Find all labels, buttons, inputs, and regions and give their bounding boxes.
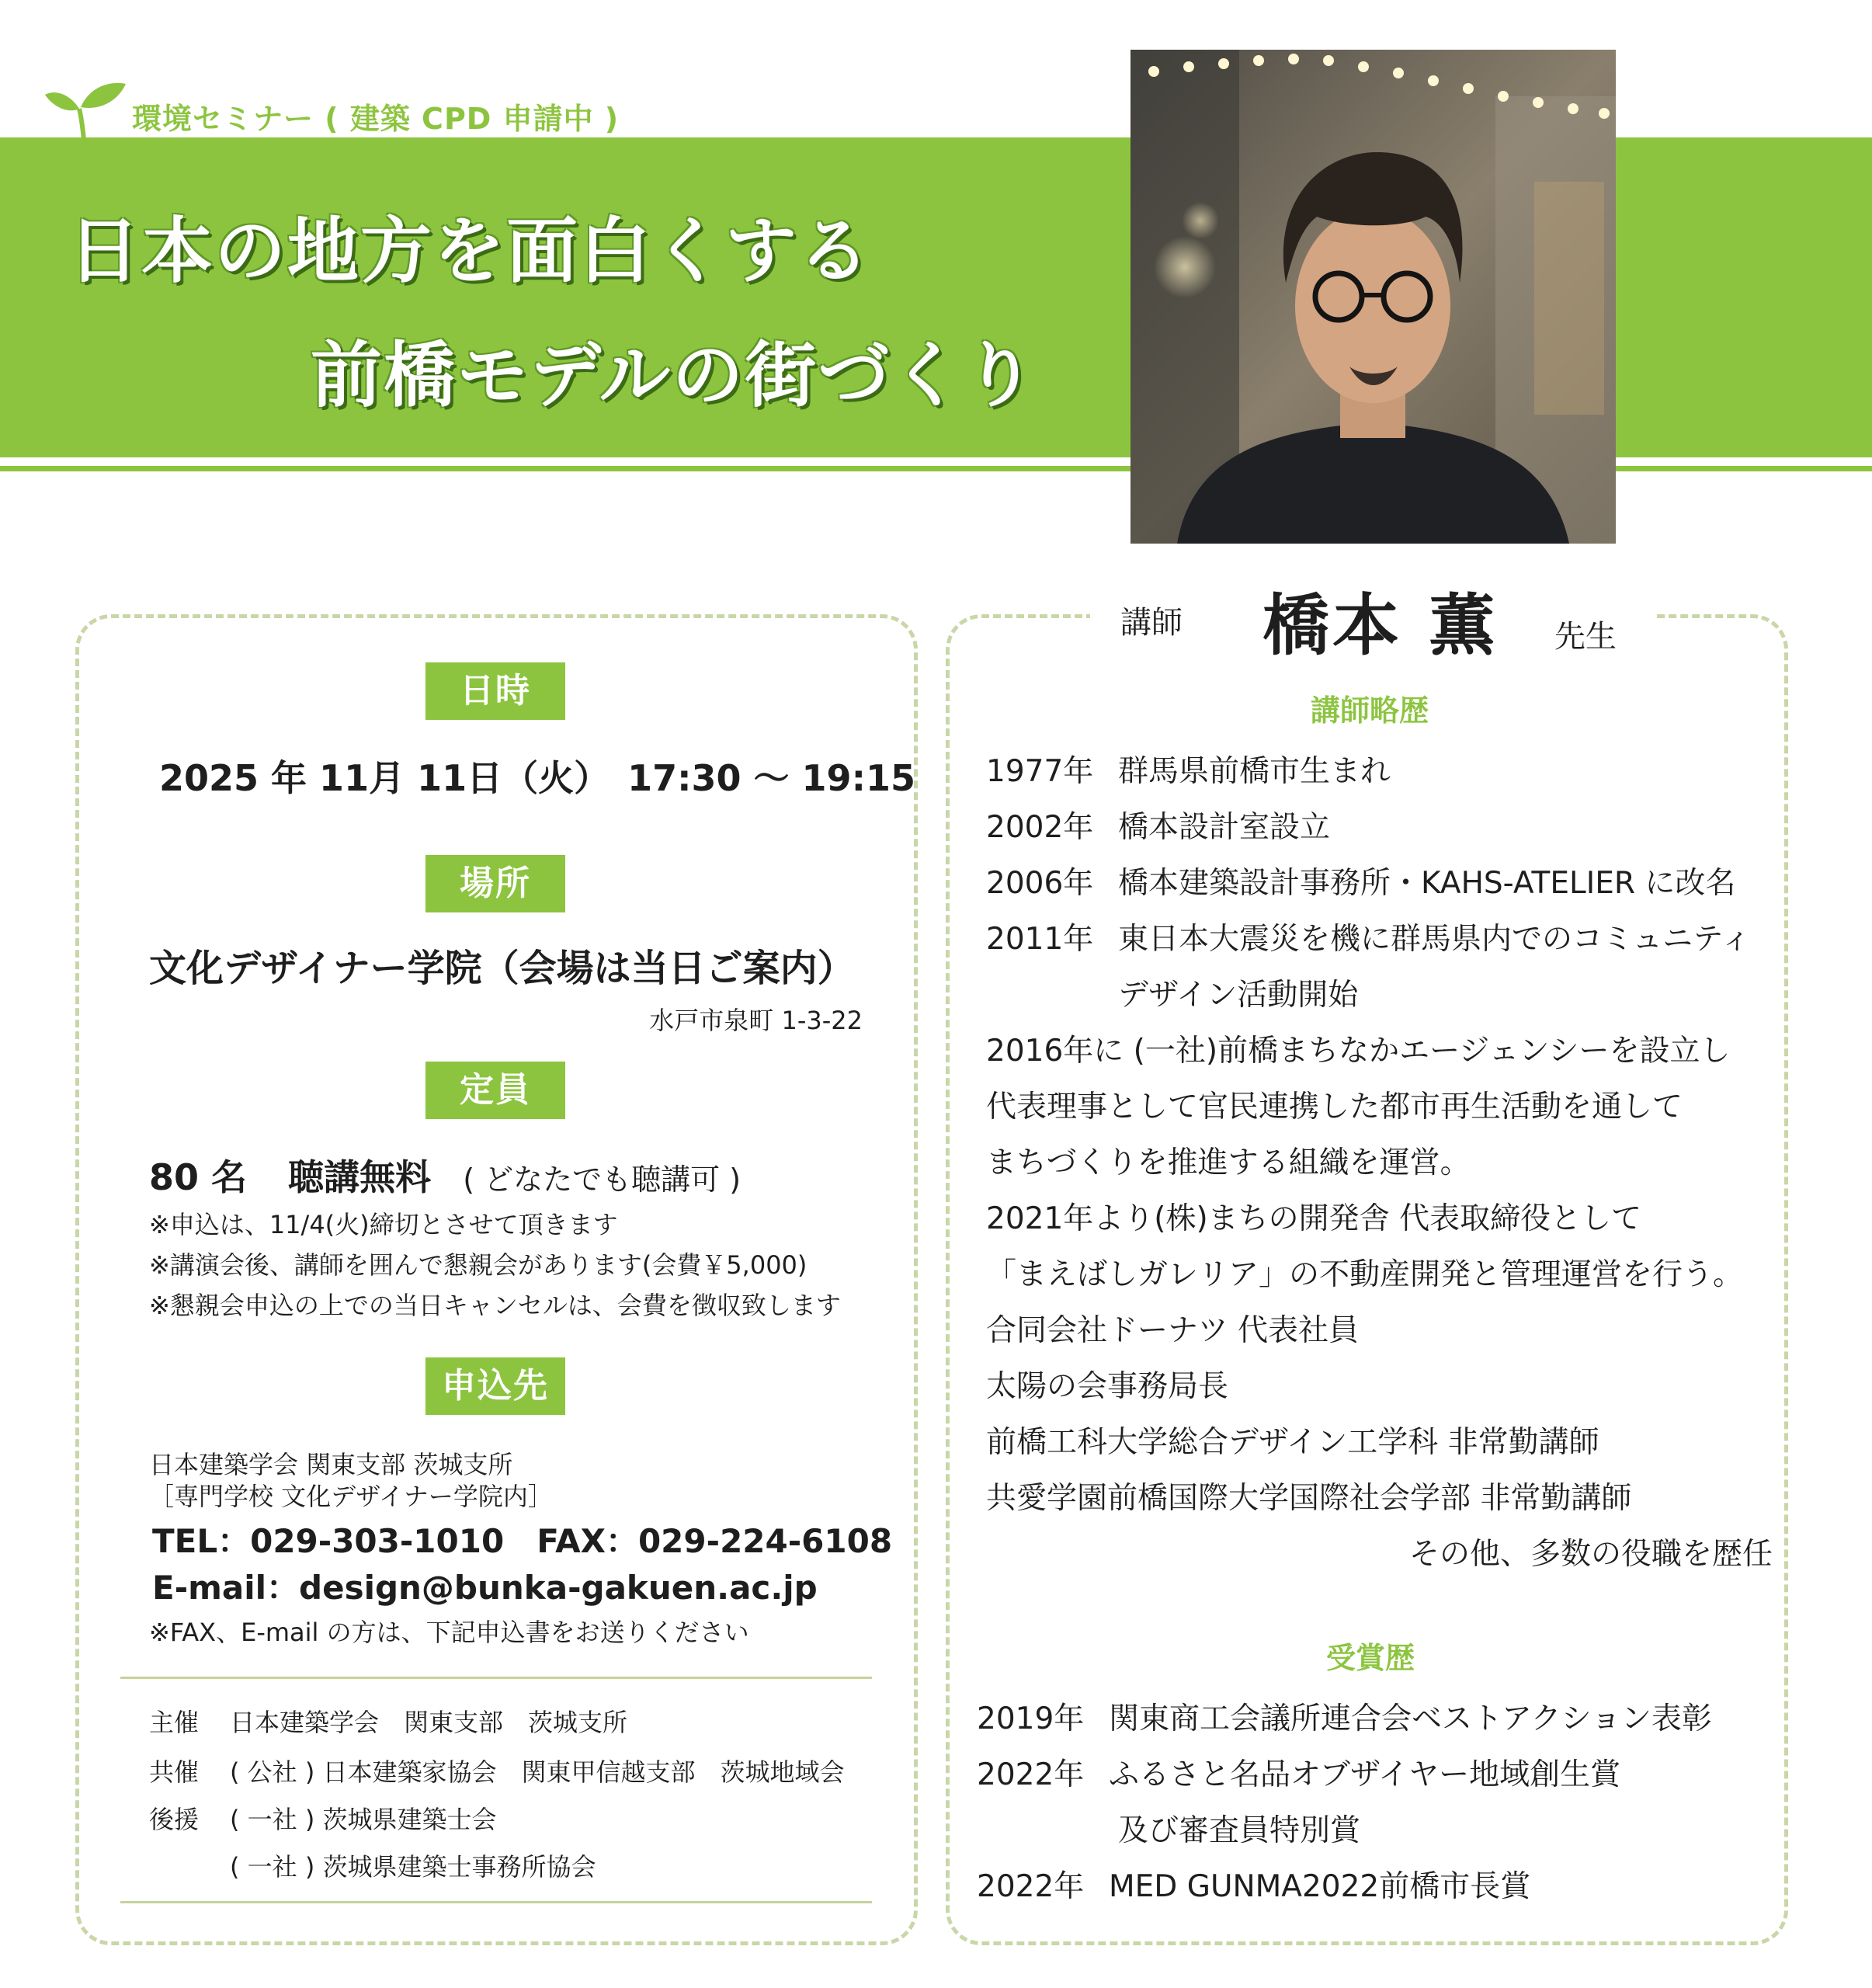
capacity-anyone: ( どなたでも聴講可 ) — [463, 1163, 742, 1197]
bio-text: 橋本設計室設立 — [1118, 810, 1331, 845]
award-year: 2019年 — [977, 1701, 1085, 1736]
apply-org-place: ［専門学校 文化デザイナー学院内］ — [149, 1482, 553, 1511]
bio-text: デザイン活動開始 — [1118, 978, 1359, 1013]
bio-line: 前橋工科大学総合デザイン工学科 非常勤講師 — [986, 1425, 1599, 1460]
bio-line: 共愛学園前橋国際大学国際社会学部 非常勤講師 — [986, 1481, 1632, 1516]
contact-note: ※FAX、E-mail の方は、下記申込書をお送りください — [149, 1618, 749, 1647]
awards-title: 受賞歴 — [1326, 1641, 1415, 1675]
bio-title: 講師略歴 — [1311, 693, 1429, 728]
lecturer-label: 講師 — [1120, 605, 1183, 641]
contact-email: E-mail：design@bunka-gakuen.ac.jp — [152, 1569, 818, 1607]
bio-year: 2011年 — [986, 922, 1094, 957]
award-year: 2022年 — [977, 1757, 1085, 1792]
bio-line: まちづくりを推進する組織を運営。 — [986, 1145, 1471, 1180]
award-text: MED GUNMA2022前橋市長賞 — [1109, 1869, 1531, 1904]
award-text: 関東商工会議所連合会ベストアクション表彰 — [1109, 1701, 1712, 1736]
venue-badge: 場所 — [425, 855, 565, 912]
bio-line: 合同会社ドーナツ 代表社員 — [986, 1313, 1360, 1348]
capacity-badge: 定員 — [425, 1062, 565, 1119]
capacity-count: 80 名 — [149, 1156, 248, 1198]
bio-line: 代表理事として官民連携した都市再生活動を通して — [986, 1090, 1683, 1124]
bio-text: 群馬県前橋市生まれ — [1118, 754, 1391, 789]
bio-line: 「まえばしガレリア」の不動産開発と管理運営を行う。 — [986, 1257, 1744, 1292]
sponsor-support-value: ( 一社 ) 茨城県建築士会 — [230, 1805, 497, 1834]
award-year: 2022年 — [977, 1869, 1085, 1904]
lecturer-photo — [1130, 50, 1616, 544]
page-title-line-1: 日本の地方を面白くする — [68, 210, 872, 293]
lecturer-name: 橋本 薫 — [1262, 587, 1499, 665]
event-datetime: 2025 年 11月 11日（火） 17:30 〜 19:15 — [159, 757, 915, 799]
contact-phone-fax: TEL：029-303-1010 FAX：029-224-6108 — [152, 1522, 893, 1560]
capacity-line — [149, 1149, 741, 1201]
bio-line: 2016年に (一社)前橋まちなかエージェンシーを設立し — [986, 1034, 1731, 1069]
sponsor-co-value: ( 公社 ) 日本建築家協会 関東甲信越支部 茨城地域会 — [230, 1757, 845, 1787]
bio-year: 2006年 — [986, 866, 1094, 901]
divider — [120, 1901, 872, 1903]
bio-line: 太陽の会事務局長 — [986, 1369, 1229, 1404]
apply-badge: 申込先 — [425, 1357, 565, 1415]
bio-line: 2021年より(株)まちの開発舎 代表取締役として — [986, 1201, 1642, 1236]
page-title-line-2: 前橋モデルの街づくり — [311, 334, 1037, 417]
seminar-label: 環境セミナー ( 建築 CPD 申請中 ) — [132, 102, 620, 136]
sprout-logo-icon — [45, 78, 126, 141]
award-text: ふるさと名品オブザイヤー地域創生賞 — [1109, 1757, 1621, 1792]
datetime-badge: 日時 — [425, 662, 565, 720]
venue-name: 文化デザイナー学院（会場は当日ご案内） — [149, 947, 855, 990]
sponsor-host-value: 日本建築学会 関東支部 茨城支所 — [230, 1708, 628, 1737]
note-item: ※申込は、11/4(火)締切とさせて頂きます — [149, 1210, 618, 1239]
sponsor-support-value: ( 一社 ) 茨城県建築士事務所協会 — [230, 1852, 596, 1882]
sponsor-support-label: 後援 — [149, 1805, 200, 1834]
note-item: ※懇親会申込の上での当日キャンセルは、会費を徴収致します — [149, 1291, 841, 1320]
capacity-free: 聴講無料 — [288, 1156, 432, 1198]
award-text: 及び審査員特別賞 — [1118, 1813, 1361, 1848]
sponsor-host-label: 主催 — [149, 1708, 200, 1737]
divider — [120, 1677, 872, 1679]
sponsor-co-label: 共催 — [149, 1757, 200, 1787]
bio-year: 1977年 — [986, 754, 1094, 789]
bio-text: 橋本建築設計事務所・KAHS-ATELIER に改名 — [1118, 866, 1736, 901]
note-item: ※講演会後、講師を囲んで懇親会があります(会費￥5,000) — [149, 1250, 807, 1280]
lecturer-honorific: 先生 — [1554, 619, 1617, 655]
apply-org-name: 日本建築学会 関東支部 茨城支所 — [149, 1450, 513, 1479]
bio-closing: その他、多数の役職を歴任 — [1408, 1537, 1773, 1572]
bio-year: 2002年 — [986, 810, 1094, 845]
bio-text: 東日本大震災を機に群馬県内でのコミュニティ — [1118, 922, 1752, 957]
venue-address: 水戸市泉町 1-3-22 — [649, 1006, 863, 1035]
